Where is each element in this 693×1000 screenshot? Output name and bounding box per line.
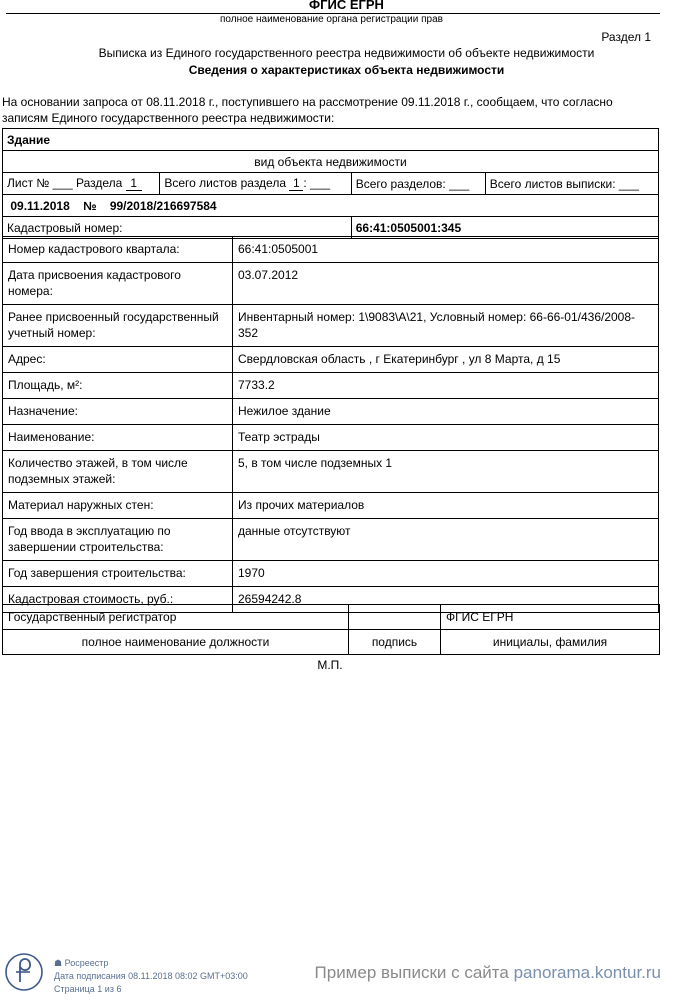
row-label: Ранее присвоенный государственный учетный номер:	[3, 305, 233, 347]
document-subtitle: Сведения о характеристиках объекта недвижимости	[188, 63, 505, 77]
total-sheets-label: Всего листов раздела	[164, 176, 287, 190]
extract-date: 09.11.2018	[10, 198, 70, 213]
total-sections	[351, 173, 485, 195]
total-extract-sheets	[485, 173, 658, 195]
row-label: Площадь, м²:	[3, 373, 233, 399]
row-label: Назначение:	[3, 399, 233, 425]
signed-date: Дата подписания 08.11.2018 08:02 GMT+03:00	[54, 971, 248, 981]
sheet-label: Лист №	[7, 176, 50, 190]
table-row	[3, 425, 659, 451]
example-watermark	[315, 963, 661, 983]
total-sections-blank: ___	[449, 176, 470, 191]
stamp-place: М.П.	[317, 658, 343, 672]
row-value: 7733.2	[233, 373, 659, 399]
sheet-blank: ___	[52, 176, 73, 190]
total-extract-label: Всего листов выписки:	[489, 176, 616, 191]
total-sheets	[160, 173, 351, 195]
registry-title: ФГИС ЕГРН	[309, 0, 384, 12]
table-row	[3, 263, 659, 305]
number-sign: №	[83, 198, 97, 213]
row-value: 5, в том числе подземных 1	[233, 451, 659, 493]
row-label: Кадастровая стоимость, руб.:	[3, 587, 233, 613]
row-label: Номер кадастрового квартала:	[3, 237, 233, 263]
row-value: Театр эстрады	[233, 425, 659, 451]
characteristics-table	[2, 236, 659, 613]
table-row	[3, 373, 659, 399]
row-value: Нежилое здание	[233, 399, 659, 425]
row-value: Из прочих материалов	[233, 493, 659, 519]
agency-name: Росреестр	[64, 958, 109, 968]
total-sections-label: Всего разделов:	[355, 176, 446, 191]
object-type: Здание	[3, 129, 659, 151]
registrar-name: ФГИС ЕГРН	[441, 605, 660, 630]
sheet-info	[3, 173, 160, 195]
digital-signature-logo-icon	[4, 952, 44, 992]
table-row	[3, 451, 659, 493]
table-row	[3, 399, 659, 425]
extract-number-row	[3, 195, 659, 217]
row-label: Год ввода в эксплуатацию по завершении строительства:	[3, 519, 233, 561]
row-value: 03.07.2012	[233, 263, 659, 305]
example-prefix: Пример выписки с сайта	[314, 963, 509, 982]
position-caption: полное наименование должности	[3, 630, 349, 655]
row-label: Дата присвоения кадастрового номера:	[3, 263, 233, 305]
rosreestr-icon: ☗	[54, 958, 63, 968]
extract-number: 99/2018/216697584	[109, 198, 217, 213]
row-value: 1970	[233, 561, 659, 587]
row-label: Материал наружных стен:	[3, 493, 233, 519]
intro-line-2: записям Единого государственного реестра недвижимости:	[2, 111, 335, 125]
cadastral-label: Кадастровый номер:	[3, 217, 352, 239]
agency-line	[54, 957, 248, 970]
registry-subtitle: полное наименование органа регистрации прав	[220, 14, 443, 25]
row-label: Адрес:	[3, 347, 233, 373]
total-sheets-blank: ___	[310, 176, 331, 190]
example-site: panorama.kontur.ru	[513, 963, 661, 982]
intro-line-1: На основании запроса от 08.11.2018 г., поступившего на рассмотрение 09.11.2018 г., сообщаем, что согласно	[2, 95, 613, 109]
signature-info	[54, 957, 248, 996]
table-row	[3, 519, 659, 561]
row-value: данные отсутствуют	[233, 519, 659, 561]
registrar-position: Государственный регистратор	[3, 605, 349, 630]
table-row	[3, 347, 659, 373]
cadastral-value: 66:41:0505001:345	[351, 217, 658, 239]
page-counter: Страница 1 из 6	[54, 984, 122, 994]
document-title: Выписка из Единого государственного реестра недвижимости об объекте недвижимости	[98, 46, 595, 60]
total-sheets-suffix: :	[303, 176, 307, 190]
signature-caption: подпись	[349, 630, 441, 655]
row-value: Инвентарный номер: 1\9083\А\21, Условный номер: 66-66-01/436/2008-352	[233, 305, 659, 347]
name-caption: инициалы, фамилия	[441, 630, 660, 655]
section-label: Раздел 1	[601, 30, 651, 44]
section-number: 1	[126, 176, 142, 191]
object-header-table	[2, 128, 659, 239]
table-row	[3, 305, 659, 347]
row-value: 66:41:0505001	[233, 237, 659, 263]
signature-field	[349, 605, 441, 630]
row-label: Количество этажей, в том числе подземных этажей:	[3, 451, 233, 493]
row-value: Свердловская область , г Екатеринбург , ул 8 Марта, д 15	[233, 347, 659, 373]
table-row	[3, 561, 659, 587]
total-sheets-value: 1	[289, 176, 303, 191]
table-row	[3, 237, 659, 263]
table-row	[3, 493, 659, 519]
signature-table	[2, 604, 660, 655]
row-label: Наименование:	[3, 425, 233, 451]
row-label: Год завершения строительства:	[3, 561, 233, 587]
object-type-caption: вид объекта недвижимости	[3, 151, 659, 173]
section-label-inline: Раздела	[76, 176, 123, 190]
row-value: 26594242.8	[233, 587, 659, 613]
total-extract-blank: ___	[618, 176, 639, 191]
